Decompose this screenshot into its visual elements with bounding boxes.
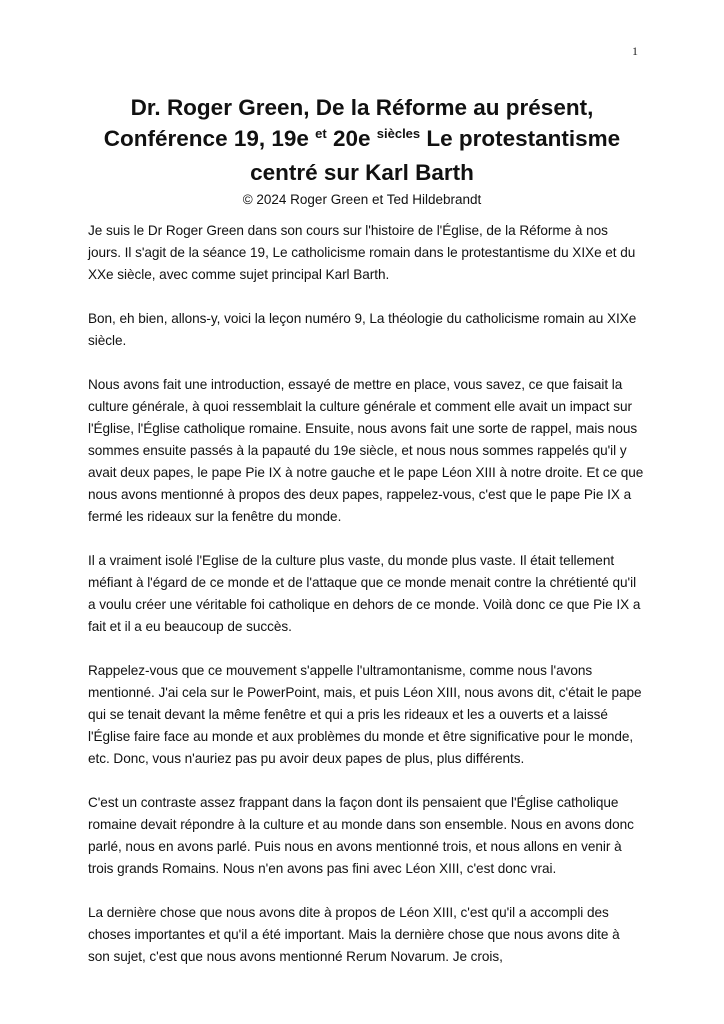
title-line-1: Dr. Roger Green, De la Réforme au présent,: [130, 95, 594, 120]
paragraph-3: Nous avons fait une introduction, essayé de mettre en place, vous savez, ce que faisait la culture générale, à quoi ressemblait la culture générale et comment elle avait un impact sur l'Église, l'Église catholique romaine. Ensuite, nous avons fait une sorte de rappel, mais nous sommes ensuite passés à la papauté du 19e siècle, et nous nous sommes rappelés qu'il y avait deux papes, le pape Pie IX à notre gauche et le pape Léon XIII à notre droite. Et ce que nous avons mentionné à propos des deux papes, rappelez-vous, c'est que le pape Pie IX a fermé les rideaux sur la fenêtre du monde.: [88, 377, 644, 524]
paragraph-2: Bon, eh bien, allons-y, voici la leçon numéro 9, La théologie du catholicisme romain au XIXe siècle.: [88, 311, 637, 348]
document-title: [60, 92, 664, 188]
paragraph-6: C'est un contraste assez frappant dans la façon dont ils pensaient que l'Église catholique romaine devait répondre à la culture et au monde dans son ensemble. Nous en avons donc parlé, nous en avons parlé. Puis nous en avons mentionné trois, et nous allons en venir à trois grands Romains. Nous n'en avons pas fini avec Léon XIII, c'est donc vrai.: [88, 795, 634, 876]
title-line-2-part-a: Conférence 19, 19e: [103, 126, 316, 151]
page-number: 1: [632, 44, 638, 58]
title-line-2-part-c: Le protestantisme: [420, 126, 621, 151]
body-text: [88, 220, 644, 990]
paragraph-1: Je suis le Dr Roger Green dans son cours sur l'histoire de l'Église, de la Réforme à nos jours. Il s'agit de la séance 19, Le catholicisme romain dans le protestantisme du XIXe et du XXe siècle, avec comme sujet principal Karl Barth.: [88, 223, 636, 282]
title-superscript-siecles: siècles: [376, 126, 421, 141]
paragraph-5: Rappelez-vous que ce mouvement s'appelle l'ultramontanisme, comme nous l'avons mentionné. J'ai cela sur le PowerPoint, mais, et puis Léon XIII, nous avons dit, c'était le pape qui se tenait devant la même fenêtre et qui a pris les rideaux et les a ouverts et a laissé l'Église faire face au monde et aux problèmes du monde et être significative pour le monde, etc. Donc, vous n'auriez pas pu avoir deux papes de plus, plus différents.: [88, 663, 642, 766]
title-block: [60, 92, 664, 209]
title-line-2-part-b: 20e: [326, 126, 377, 151]
title-line-3: centré sur Karl Barth: [250, 160, 474, 185]
paragraph-4: Il a vraiment isolé l'Eglise de la culture plus vaste, du monde plus vaste. Il était tellement méfiant à l'égard de ce monde et de l'attaque que ce monde menait contre la chrétienté qu'il a voulu créer une véritable foi catholique en dehors de ce monde. Voilà donc ce que Pie IX a fait et il a eu beaucoup de succès.: [88, 553, 641, 634]
title-superscript-et: et: [315, 126, 327, 141]
paragraph-7: La dernière chose que nous avons dite à propos de Léon XIII, c'est qu'il a accompli des choses importantes et qu'il a été important. Mais la dernière chose que nous avons dite à son sujet, c'est que nous avons mentionné Rerum Novarum. Je crois,: [88, 905, 620, 964]
copyright-line: © 2024 Roger Green et Ted Hildebrandt: [242, 192, 482, 207]
